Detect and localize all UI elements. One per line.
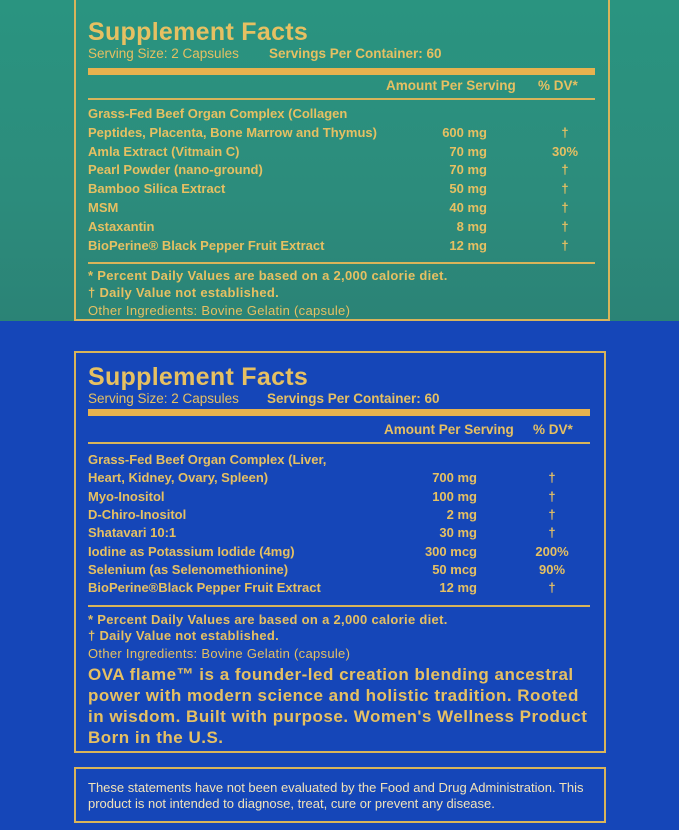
brand-tagline: OVA flame™ is a founder-led creation blending ancestral power with modern science and holistic tradition. Rooted in wisdom. Built with purpose. Women's Wellness Product Born in the U.S. (88, 665, 588, 747)
ingredient-dv: † (561, 124, 569, 140)
panel2-note-dagger: † Daily Value not established. (88, 628, 280, 643)
ingredient-dv: † (561, 181, 569, 197)
panel2-servings-per-container: Servings Per Container: 60 (267, 391, 440, 406)
ingredient-name: MSM (88, 200, 119, 215)
ingredient-amount: 12 mg (439, 580, 477, 596)
panel2-col-dv: % DV* (533, 422, 573, 437)
ingredient-name: Selenium (as Selenomethionine) (88, 561, 289, 577)
panel1-col-amount: Amount Per Serving (386, 78, 516, 93)
ingredient-name: Shatavari 10:1 (88, 525, 177, 541)
ingredient-amount: 100 mg (432, 488, 477, 504)
ingredient-name: Grass-Fed Beef Organ Complex (Collagen (88, 106, 348, 121)
panel2-note-dv: * Percent Daily Values are based on a 2,000 calorie diet. (88, 612, 448, 627)
panel2-col-amount: Amount Per Serving (384, 422, 514, 437)
fda-disclaimer-text: These statements have not been evaluated by the Food and Drug Administration. This product is not intended to diagnose, treat, cure or prevent any disease. (88, 780, 584, 811)
ingredient-name: Astaxantin (88, 218, 155, 234)
panel2-title: Supplement Facts (88, 363, 309, 391)
ingredient-amount: 50 mg (449, 181, 487, 197)
ingredient-amount: 70 mg (449, 143, 487, 159)
ingredient-dv: † (561, 200, 569, 215)
ingredient-dv: † (548, 580, 556, 596)
ingredient-name: Grass-Fed Beef Organ Complex (Liver, (88, 452, 327, 467)
ingredient-name: Iodine as Potassium Iodide (4mg) (88, 543, 295, 559)
ingredient-dv: † (548, 525, 556, 541)
ingredient-name: D-Chiro-Inositol (88, 506, 187, 522)
panel1-title: Supplement Facts (88, 18, 309, 46)
panel1-note-dv: * Percent Daily Values are based on a 2,000 calorie diet. (88, 268, 448, 283)
ingredient-name: Peptides, Placenta, Bone Marrow and Thymus) (88, 124, 377, 140)
ingredient-name: Heart, Kidney, Ovary, Spleen) (88, 470, 269, 486)
panel1-note-dagger: † Daily Value not established. (88, 285, 280, 300)
ingredient-name: Myo-Inositol (88, 488, 165, 504)
ingredient-name: Bamboo Silica Extract (88, 181, 226, 197)
ingredient-dv: † (548, 506, 556, 522)
panel1-other-ingredients: Other Ingredients: Bovine Gelatin (capsule) (88, 303, 351, 318)
panel2-footer-rule (88, 605, 590, 607)
panel1-thick-rule (88, 68, 595, 75)
panel1-serving-size: Serving Size: 2 Capsules (88, 46, 239, 61)
ingredient-name: BioPerine®Black Pepper Fruit Extract (88, 580, 321, 596)
ingredient-dv: † (561, 218, 569, 234)
ingredient-dv: † (561, 237, 569, 253)
panel2-other-ingredients: Other Ingredients: Bovine Gelatin (capsule) (88, 646, 351, 661)
panel1-col-dv: % DV* (538, 78, 578, 93)
ingredient-name: BioPerine® Black Pepper Fruit Extract (88, 237, 325, 253)
ingredient-amount: 40 mg (449, 200, 487, 215)
ingredient-amount: 30 mg (439, 525, 477, 541)
ingredient-amount: 50 mcg (432, 561, 477, 577)
ingredient-amount: 300 mcg (424, 543, 477, 559)
panel-top-background (0, 0, 679, 321)
ingredient-dv: † (561, 162, 569, 178)
panel-bottom-background (0, 321, 679, 830)
ingredient-amount: 12 mg (449, 237, 487, 253)
ingredient-amount: 700 mg (432, 470, 477, 486)
ingredient-name: Amla Extract (Vitmain C) (88, 143, 240, 159)
panel1-header-rule (88, 98, 595, 100)
panel1-servings-per-container: Servings Per Container: 60 (269, 46, 442, 61)
ingredient-dv: 30% (551, 143, 579, 159)
ingredient-amount: 2 mg (446, 506, 477, 522)
ingredient-dv: † (548, 488, 556, 504)
ingredient-amount: 8 mg (456, 218, 487, 234)
ingredient-dv: 200% (535, 543, 569, 559)
ingredient-dv: 90% (538, 561, 566, 577)
ingredient-amount: 600 mg (442, 124, 487, 140)
ingredient-dv: † (548, 470, 556, 486)
panel2-header-rule (88, 442, 590, 444)
ingredient-amount: 70 mg (449, 162, 487, 178)
panel1-footer-rule (88, 262, 595, 264)
ingredient-name: Pearl Powder (nano-ground) (88, 162, 263, 178)
panel2-thick-rule (88, 409, 590, 416)
panel2-serving-size: Serving Size: 2 Capsules (88, 391, 239, 406)
